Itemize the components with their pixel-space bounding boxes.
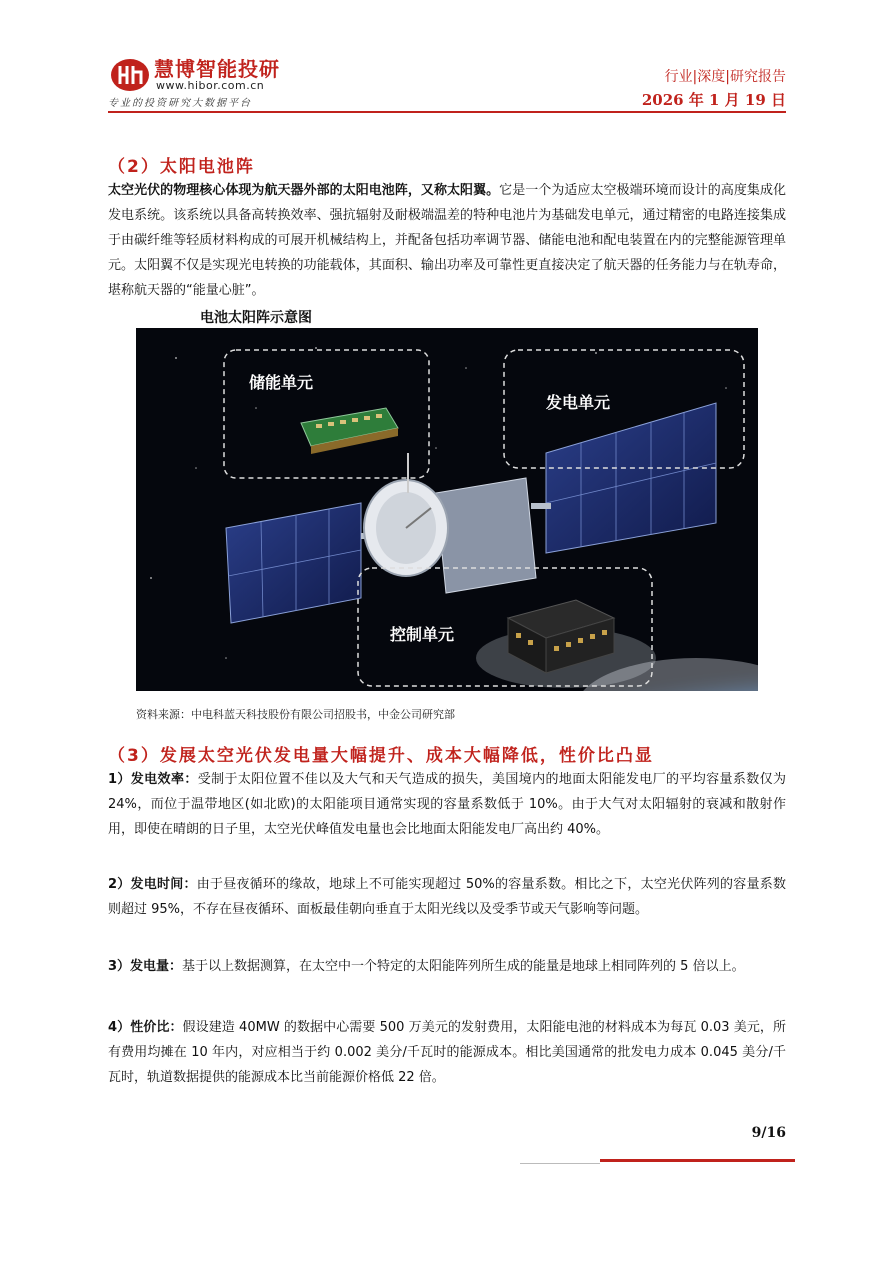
solar-array-illustration <box>136 328 758 691</box>
figure-source: 资料来源：中电科蓝天科技股份有限公司招股书，中金公司研究部 <box>136 708 455 721</box>
list-item <box>108 954 786 979</box>
report-date: 2026 年 1 月 19 日 <box>641 91 786 109</box>
item-label-efficiency: 1）发电效率： <box>108 772 198 787</box>
list-item <box>108 1015 786 1090</box>
report-type: 行业|深度|研究报告 <box>664 69 786 85</box>
brand-logo-icon <box>110 58 150 92</box>
section-solar-array-lead: 太空光伏的物理核心体现为航天器外部的太阳电池阵，又称太阳翼。 <box>108 183 500 198</box>
footer-divider-accent <box>600 1159 795 1162</box>
section-title-advantages: （3）发展太空光伏发电量大幅提升、成本大幅降低，性价比凸显 <box>108 746 654 766</box>
section-solar-array-body <box>108 178 786 303</box>
list-item <box>108 767 786 842</box>
brand-url[interactable]: www.hibor.com.cn <box>156 79 265 92</box>
label-control-unit: 控制单元 <box>390 625 455 644</box>
header-divider <box>108 111 786 113</box>
item-text-cost-performance: 假设建造 40MW 的数据中心需要 500 万美元的发射费用，太阳能电池的材料成本为每瓦 0.03 美元，所有费用均摊在 10 年内，对应相当于约 0.002 美分/千瓦时的能源成本。相比美国通常的批发电力成本 0.045 美分/千瓦时，轨道数据提供的能源成本比当前能源价格低 22 倍。 <box>108 1020 787 1085</box>
item-text-efficiency: 受制于太阳位置不佳以及大气和天气造成的损失，美国境内的地面太阳能发电厂的平均容量系数仅为 24%，而位于温带地区(如北欧)的太阳能项目通常实现的容量系数低于 10%。由于大气对太阳辐射的衰减和散射作用，即使在晴朗的日子里，太空光伏峰值发电量也会比地面太阳能发电厂高出约 40%。 <box>108 772 786 837</box>
figure-title: 电池太阳阵示意图 <box>200 310 312 326</box>
item-label-cost-performance: 4）性价比： <box>108 1020 183 1035</box>
page-number: 9/16 <box>751 1125 786 1141</box>
brand-name: 慧博智能投研 <box>154 57 280 81</box>
brand-slogan: 专业的投资研究大数据平台 <box>108 98 252 109</box>
item-text-output: 基于以上数据测算，在太空中一个特定的太阳能阵列所生成的能量是地球上相同阵列的 5 倍以上。 <box>182 959 745 974</box>
item-text-generation-time: 由于昼夜循环的缘故，地球上不可能实现超过 50%的容量系数。相比之下，太空光伏阵列的容量系数则超过 95%，不存在昼夜循环、面板最佳朝向垂直于太阳光线以及受季节或天气影响等问题。 <box>108 877 786 917</box>
section-title-solar-array: （2）太阳电池阵 <box>108 157 255 177</box>
footer-divider-thin <box>520 1163 600 1164</box>
label-power-unit: 发电单元 <box>546 393 611 412</box>
item-label-generation-time: 2）发电时间： <box>108 877 197 892</box>
item-label-output: 3）发电量： <box>108 959 183 974</box>
list-item <box>108 872 786 922</box>
label-storage-unit: 储能单元 <box>249 373 314 392</box>
section-solar-array-text: 它是一个为适应太空极端环境而设计的高度集成化发电系统。该系统以具备高转换效率、强抗辐射及耐极端温差的特种电池片为基础发电单元，通过精密的电路连接集成于由碳纤维等轻质材料构成的可展开机械结构上，并配备包括功率调节器、储能电池和配电装置在内的完整能源管理单元。太阳翼不仅是实现光电转换的功能载体，其面积、输出功率及可靠性更直接决定了航天器的任务能力与在轨寿命，堪称航天器的“能量心脏”。 <box>108 183 786 298</box>
